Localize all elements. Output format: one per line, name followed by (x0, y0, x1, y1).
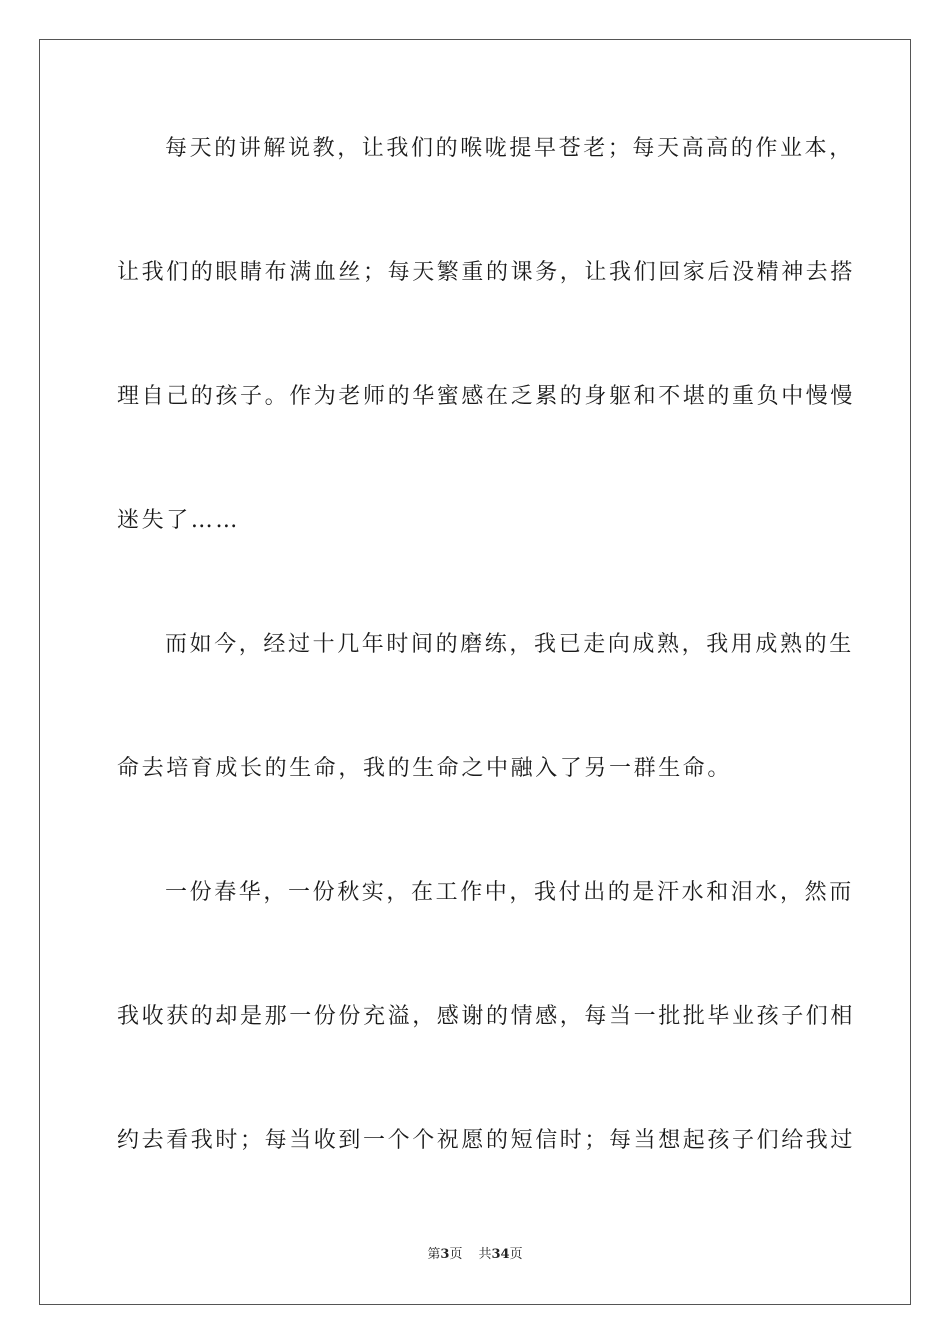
page-prefix: 第 (427, 1247, 441, 1262)
paragraph-1-line-1: 每天的讲解说教，让我们的喉咙提早苍老；每天高高的作业本， (165, 136, 854, 161)
paragraph-3-line-2: 我收获的却是那一份份充溢，感谢的情感，每当一批批毕业孩子们相 (117, 1004, 856, 1029)
paragraph-3-line-1: 一份春华，一份秋实，在工作中，我付出的是汗水和泪水，然而 (165, 880, 854, 905)
total-pages: 34 (491, 1247, 510, 1262)
page-suffix: 页 (449, 1247, 463, 1262)
paragraph-2-line-1: 而如今，经过十几年时间的磨练，我已走向成熟，我用成熟的生 (165, 632, 854, 657)
paragraph-3-line-3: 约去看我时；每当收到一个个祝愿的短信时；每当想起孩子们给我过 (117, 1128, 856, 1153)
paragraph-1-line-4: 迷失了…… (117, 508, 241, 533)
paragraph-1-line-3: 理自己的孩子。作为老师的华蜜感在乏累的身躯和不堪的重负中慢慢 (117, 384, 856, 409)
paragraph-1-line-2: 让我们的眼睛布满血丝；每天繁重的课务，让我们回家后没精神去搭 (117, 260, 856, 285)
total-suffix: 页 (509, 1247, 523, 1262)
page-footer (0, 1246, 950, 1264)
page-number: 3 (440, 1247, 450, 1262)
paragraph-2-line-2: 命去培育成长的生命，我的生命之中融入了另一群生命。 (117, 756, 733, 781)
page-border (39, 39, 911, 1305)
total-prefix: 共 (478, 1247, 492, 1262)
